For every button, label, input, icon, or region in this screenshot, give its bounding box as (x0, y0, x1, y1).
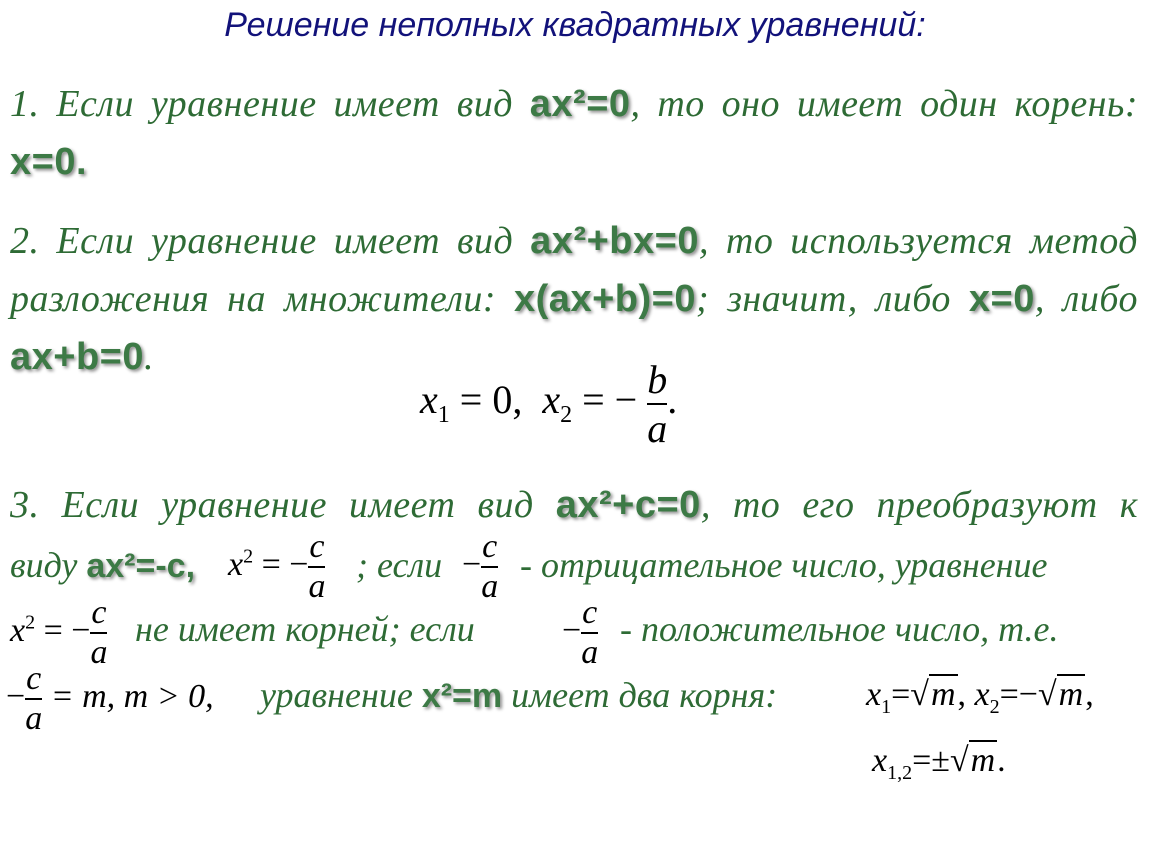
numerator: c (582, 594, 598, 631)
x-squared-equals-fraction (228, 528, 325, 606)
equals-m-condition: = m, m > 0, (42, 677, 214, 715)
rule-3-line-1 (10, 476, 1138, 534)
fraction-c-over-a (581, 594, 598, 672)
rule-2-text-4: , либо (1034, 278, 1138, 320)
subscript: 2 (989, 695, 1000, 718)
rule-2-text-2: , то используется метод разложения на множители: (10, 220, 1138, 320)
radicand: m (930, 676, 956, 713)
var-x: x (542, 377, 561, 423)
rule-3-transformed-equation: ax²=-c, (86, 547, 196, 585)
combined-roots-formula (872, 742, 1006, 785)
denominator: a (308, 568, 326, 605)
rule-2-root-2: ax+b=0 (10, 336, 144, 378)
fraction-c-over-a (308, 528, 325, 606)
numerator: c (482, 528, 498, 565)
text-segment: - отрицательное число, уравнение (520, 545, 1048, 585)
minus: − (6, 677, 26, 715)
subscript: 1 (881, 695, 892, 718)
minus-c-over-a (462, 528, 498, 606)
denominator: a (25, 700, 43, 737)
denominator: a (481, 568, 499, 605)
rule-3-equation: ax²+c=0 (555, 484, 701, 526)
radicand: m (1058, 676, 1084, 713)
var-x: x (10, 611, 26, 649)
equals-minus: = − (572, 377, 638, 423)
numerator: b (647, 357, 668, 402)
var-x: x (420, 377, 438, 423)
exponent: 2 (25, 611, 36, 634)
page-title: Решение неполных квадратных уравнений: (224, 6, 926, 44)
period: . (997, 742, 1006, 779)
rule-1 (10, 75, 1138, 191)
comma: , (957, 676, 967, 713)
comma: , (1085, 676, 1094, 713)
minus: − (462, 545, 482, 583)
rule-2-factored: x(ax+b)=0 (514, 278, 696, 320)
equals-minus: =− (999, 676, 1038, 713)
roots-formula (866, 676, 1094, 719)
var-x: x (974, 676, 990, 713)
rule-3-line-2 (10, 544, 195, 586)
subscript: 1,2 (887, 761, 913, 784)
rule-1-equation: ax²=0 (529, 83, 631, 125)
numerator: c (309, 528, 325, 565)
rule-3-line-4 (260, 674, 777, 716)
minus-c-over-a (562, 594, 598, 672)
text: виду (10, 545, 87, 585)
denominator: a (90, 634, 108, 671)
rule-2-period: . (144, 336, 154, 378)
fraction-c-over-a (25, 660, 42, 738)
var-x: x (228, 545, 244, 583)
fraction-b-over-a (647, 356, 667, 452)
text-segment: ; если (356, 545, 443, 585)
numerator: c (26, 660, 42, 697)
subscript: 2 (560, 402, 573, 429)
subscript: 1 (437, 402, 450, 429)
text: уравнение (260, 675, 422, 715)
rule-2-roots-formula (420, 356, 677, 452)
text: имеет два корня: (502, 675, 778, 715)
text-segment: - положительное число, т.е. (620, 609, 1059, 649)
sqrt-m: √m (1037, 676, 1084, 713)
equals-minus: = − (35, 611, 91, 649)
radicand: m (970, 742, 996, 779)
rule-1-text: 1. Если уравнение имеет вид (10, 83, 530, 125)
sqrt-m: √m (910, 676, 956, 713)
equals-plus-minus: =± (912, 742, 950, 779)
minus: − (562, 611, 582, 649)
rule-2-root-1: x=0 (968, 278, 1035, 320)
equals-zero: = 0, (449, 377, 523, 423)
rule-3-text-2: , то его преобразуют к (700, 484, 1138, 526)
rule-1-text-2: , то оно имеет один корень: (630, 83, 1138, 125)
fraction-c-over-a (481, 528, 498, 606)
equals: = (891, 676, 911, 713)
rule-3-simplified-equation: x²=m (421, 677, 503, 715)
denominator: a (647, 403, 667, 452)
var-x: x (866, 676, 882, 713)
denominator: a (581, 634, 599, 671)
rule-3-text: 3. Если уравнение имеет вид (10, 484, 556, 526)
text-segment: не имеет корней; если (135, 609, 475, 649)
sqrt-m: √m (949, 742, 996, 779)
rule-2-equation: ax²+bx=0 (530, 220, 699, 262)
minus-c-over-a-equals-m (6, 660, 214, 738)
rule-2-text: 2. Если уравнение имеет вид (10, 220, 531, 262)
exponent: 2 (243, 545, 254, 568)
rule-1-root: x=0. (10, 141, 88, 183)
rule-2-text-3: ; значит, либо (695, 278, 969, 320)
numerator: c (91, 594, 107, 631)
period: . (667, 377, 678, 423)
equals-minus: = − (253, 545, 309, 583)
var-x: x (872, 742, 888, 779)
